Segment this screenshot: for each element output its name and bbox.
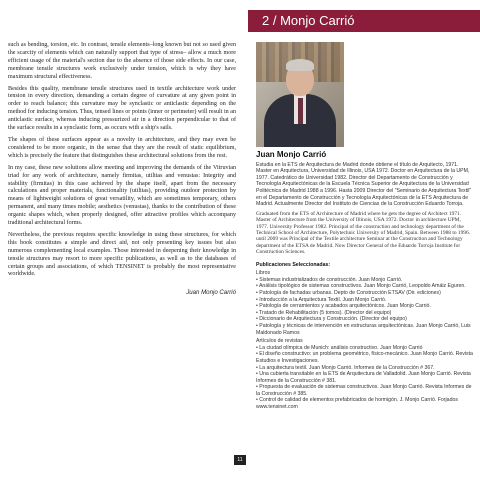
list-item: • Introducción a la Arquitectura Textil. Juan Monjo Carrió. <box>256 296 387 303</box>
list-item: • Diccionario de Arquitectura y Construcción. (Director del equipo) <box>256 316 407 323</box>
list-item: • Tratado de Rehabilitación (5 tomos). (Director del equipo) <box>256 309 392 316</box>
publications-heading: Publicaciones Seleccionadas: <box>256 261 331 268</box>
list-item: • Control de calidad de elementos prefabricados de hormigón. J. Monjo Carrió. Forjados <box>256 397 458 404</box>
list-item: • Análisis tipológico de sistemas constructivos. Juan Monjo Carrió, Leopoldo Amáiz Eguren. <box>256 283 466 290</box>
articles-label: Artículos de revistas <box>256 338 303 345</box>
author-signature: Juan Monjo Carrió <box>186 289 236 297</box>
list-item: • Propuesta de evaluación de sistemas constructivos. Juan Monjo Carrió. Revista Informes de la Construcción # 385. <box>256 384 472 397</box>
author-sidebar <box>256 42 474 411</box>
paragraph: such as bending, torsion, etc. In contrast, tensile elements–long known but not so used given the scarcity of elements which can naturally support that type of stress– allow a much more efficient usage of the material's section due to the absence of those side effects. In our case, membrane tensile structures work exclusively under tension, which is why they have maximum structural effectiveness. <box>8 42 236 80</box>
list-item: • Patología de fachadas urbanas. Depto de Construcción ETSAV (Dir. ediciones) <box>256 289 441 296</box>
list-item: • Sistemas industrializados de construcción. Juan Monjo Carrió. <box>256 276 403 283</box>
section-header <box>248 10 480 32</box>
section-title: 2 / Monjo Carrió <box>262 13 355 28</box>
paragraph: Besides this quality, membrane tensile structures used in textile architecture work under tension in every direction, demanding a certain degree of curvature at any given point in order to reach balance; this curvature may be synclastic or anticlastic depending on the method for inducing tension. Thus, tensed lines or points (inner or perimeter) will result in an anticlastic surface, whereas inducing pressurized air in a direction perpendicular to that of the surface results in a synclastic form, as occurs with a ship's sails. <box>8 85 236 132</box>
list-item: • El diseño constructivo: un problema geométrico, físico-mecánico. Juan Monjo Carrió. Revista Estudios e Investigaciones. <box>256 351 473 364</box>
books-label: Libros <box>256 270 271 277</box>
list-item: • Patología y técnicas de intervención en estructuras arquitectónicas. Juan Monjo Carrió, Luis Maldonado Ramos <box>256 322 471 336</box>
website-link[interactable]: www.tensinet.com <box>256 404 298 411</box>
paragraph: The shapes of these surfaces appear as a novelty in architecture, and they may even be considered to be more organic, in the sense that they are the result of static equilibrium, which is precisely the feature that distinguishes these architectural solutions from the rest. <box>8 136 236 159</box>
list-item: • La arquitectura textil. Juan Monjo Carrió. Informes de la Construcción # 367. <box>256 364 435 371</box>
bio-spanish: Estudia en la ETS de Arquitectura de Madrid donde obtiene el título de Arquitecto, 1971. Master en Arquitectura, Universidad de Illinois, USA 1972. Doctor en Arquitectura de la UPM, 1977. Catedrático de Universidad 1982. Director del Departamento de Construcción y Tecnología Arquitectónicas de la Escuela Técnica Superior de Arquitectura de la Universidad Politécnica de Madrid 1988 a 1996. Hasta 2009 Director del "Seminario de Arquitectura Textil" en el Departamento de Construcción y Tecnología Arquitectónicas de la ETS Arquitectura de Madrid. Actualmente Director del Instituto de Ciencias de la Construcción Eduardo Torroja. <box>256 161 472 208</box>
paragraph: In my case, these new solutions allow meeting and improving the demands of the Vitruvian triad for any work of architecture, namely firmitas, utilitas and venustas: Integrity and stability (firmitas) in this case achieved by the shape itself, apart from the necessary calculations and proper materials, functionality (utilitas), providing outdoor protection by means of lightweight solutions of great versatility, which are sometimes temporary, others permanent, and many times mobile; aesthetics (venustas), thanks to the contribution of these organic shapes which, when properly designed, offer attractive profiles which accompany traditional architectural forms. <box>8 164 236 227</box>
list-item: • Patología de cerramientos y acabados arquitectónicos. Juan Monjo Carrió. <box>256 303 431 310</box>
bio-english: Graduated from the ETS of Architecture of Madrid where he gets the degree of Architect 1971. Master of Architecture from the University of Illinois, USA 1972. Doctor in architecture UPM, 1977. University Professor 1982. Principal of the construction and technology department of the Technical School of Architecture, Polytechnic University of Madrid, Spain. Between 1988 to 1996. until 2009 was Principal of the Textile architecture Seminar at the Construction and Technology department of the ETSA de Madrid. Now Director General of the Eduardo Torroja Institute for Construction Sciences. <box>256 210 471 256</box>
list-item: • La ciudad olímpica de Munich: análisis constructivo. Juan Monjo Carrió <box>256 344 423 351</box>
author-photo <box>256 42 344 147</box>
author-name: Juan Monjo Carrió <box>256 150 327 159</box>
page-number: 11 <box>234 455 246 465</box>
list-item: • Una cubierta transitable en la ETS de Arquitectura de Valladolid. Juan Monjo Carrió. Revista Informes de la Construcción # 381. <box>256 371 471 384</box>
main-text-column <box>8 42 236 301</box>
paragraph: Nevertheless, the previous requires specific knowledge in using these structures, for which this book constitutes a simple and direct aid, not only presenting key issues but also numerous complementing local examples. Those interested in deepening their knowledge in tensile structures may resort to more specific publications, as well as to the databases of certain groups and associations, of which TENSINET is probably the most representative worldwide. <box>8 231 236 278</box>
